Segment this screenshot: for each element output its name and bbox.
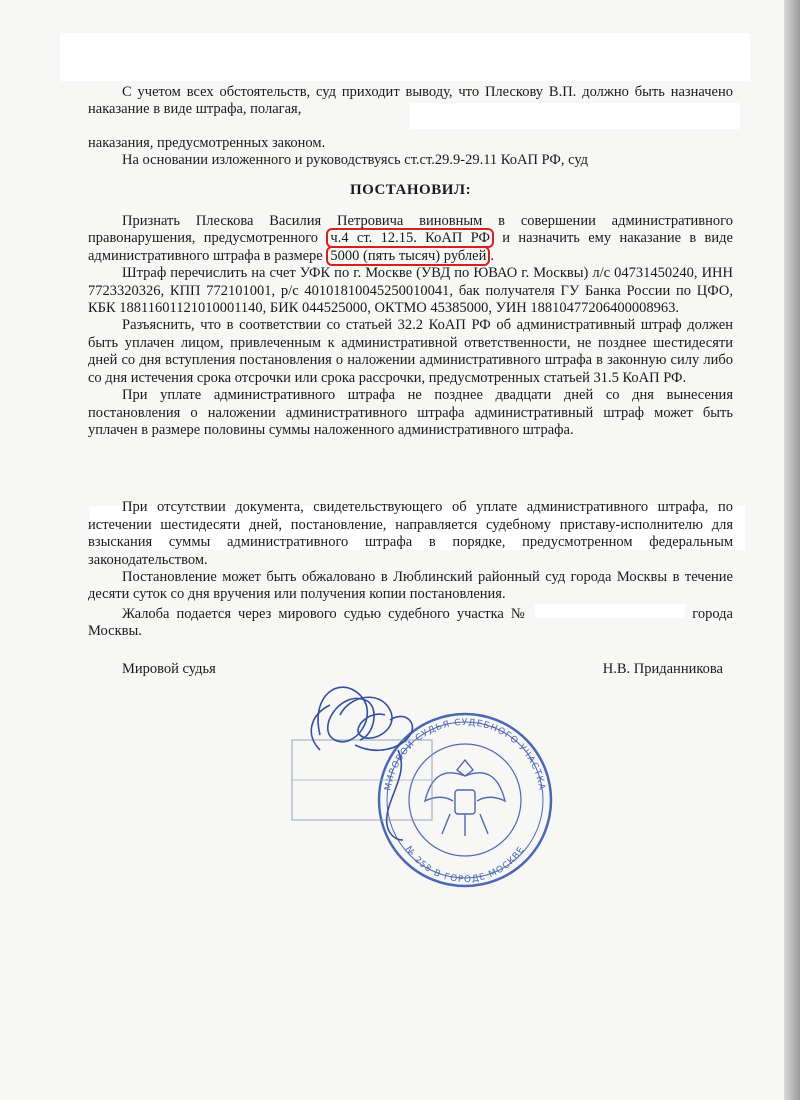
- paragraph-considerations-end: наказания, предусмотренных законом.: [88, 134, 326, 151]
- seal-text-bottom: № 258 В ГОРОДЕ МОСКВЕ: [402, 844, 528, 886]
- paragraph-explanation: Разъяснить, что в соответствии со статьей 32.2 КоАП РФ об административный штраф должен быть уплачен лицом, привлеченным к административной ответственности, не позднее шестидесяти дней со дня вступления постановления о наложении административного штрафа в законную силу либо со дня истечения срока отсрочки или срока рассрочки, предусмотренных статьей 31.5 КоАП РФ.: [88, 317, 733, 386]
- resolution-heading: ПОСТАНОВИЛ:: [349, 181, 472, 198]
- paragraph-appeal: Постановление может быть обжаловано в Люблинский районный суд города Москвы в течение десяти суток со дня вручения или получения копии постановления.: [88, 568, 733, 603]
- eagle-emblem-icon: [425, 760, 505, 836]
- highlighted-article: ч.4 ст. 12.15. КоАП РФ: [326, 228, 494, 248]
- svg-text:№ 258 В ГОРОДЕ МОСКВЕ: [403, 845, 527, 885]
- complaint-text-a: Жалоба подается через мирового судью судебного участка №: [122, 605, 529, 622]
- paragraph-payment-details: Штраф перечислить на счет УФК по г. Москве (УВД по ЮВАО г. Москвы) л/с 04731450240, ИНН 7723320326, КПП 772101001, р/с 40101810045250010041, бак получателя ГУ Банка России по ЦФО, КБК 18811601121010001140, БИК 044525000, ОКТМО 45385000, УИН 18810477206400008963.: [88, 265, 733, 317]
- complaint-text-b: города Москвы.: [88, 605, 733, 640]
- paragraph-considerations: С учетом всех обстоятельств, суд приходит выводу, что Плескову В.П. должно быть назначено наказание в виде штрафа, полагая,: [88, 84, 733, 118]
- seal-text-top: МИРОВОЙ СУДЬЯ СУДЕБНОГО УЧАСТКА: [383, 717, 547, 792]
- judge-name: Н.В. Приданникова: [602, 660, 723, 677]
- highlighted-fine-amount: 5000 (пять тысяч) рублей: [326, 246, 490, 266]
- verdict-text-b: и назначить ему наказание в виде административного штрафа в размере: [88, 230, 733, 264]
- verdict-text-a: Признать Плескова Василия Петровича виновным в совершении административного правонарушения, предусмотренного: [88, 213, 733, 247]
- verdict-text-c: .: [490, 247, 494, 264]
- paragraph-basis: На основании изложенного и руководствуясь ст.ст.29.9-29.11 КоАП РФ, суд: [122, 152, 589, 169]
- judge-title: Мировой судья: [122, 660, 216, 677]
- paragraph-discount: При уплате административного штрафа не позднее двадцати дней со дня вынесения постановления о наложении административного штрафа административный штраф может быть уплачен в размере половины суммы наложенного административного штрафа.: [88, 387, 733, 438]
- paragraph-enforcement: При отсутствии документа, свидетельствующего об уплате административного штрафа, по истечении шестидесяти дней, постановление, направляется судебному приставу-исполнителю для взыскания суммы административного штрафа в порядке, предусмотренном федеральным законодательством.: [88, 499, 733, 568]
- svg-text:МИРОВОЙ СУДЬЯ СУДЕБНОГО УЧАСТК: [384, 718, 547, 792]
- page-edge: [784, 0, 800, 1100]
